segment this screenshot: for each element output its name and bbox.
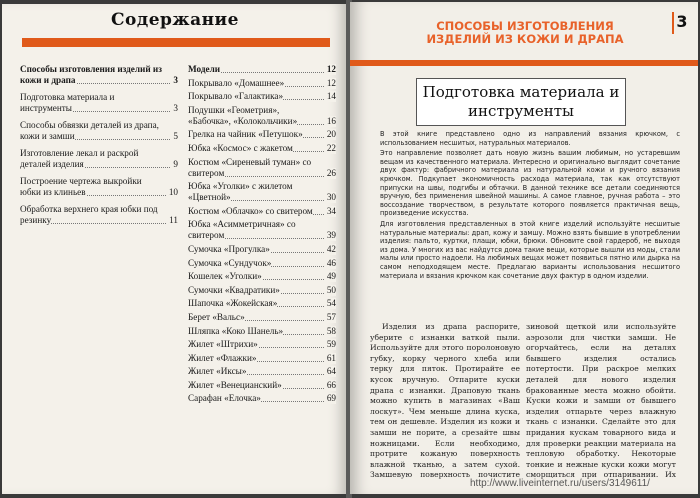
toc-entry-title: Способы обвязки деталей из драпа, кожи и замши xyxy=(20,120,159,141)
body-paragraph: Изделия из драпа распорите, уберите с изнанки ваткой пыли. Используйте для этого поролоновую губку, корку черного хлеба или терку для пяток. Протирайте ее кусок вручную. Отпарите куски драпа с изнанки. Драповую ткань можно купить в магазинах «Ваш лоскут». Чем меньше длина куска, тем он дешевле. Изделия из кожи и замши не порите, а срезайте швы ножницами. Если необходимо, протрите кожаную поверхность влажной тканью, а затем сухой. Замшевую поверхность почистите xyxy=(370,322,520,480)
toc-entry-page: 3 xyxy=(173,75,178,85)
orange-band xyxy=(350,60,698,66)
toc-entry-title: Юбка «Уголки» с жилетом «Цветной» xyxy=(188,181,293,203)
toc-entry-page: 69 xyxy=(326,393,336,404)
toc-entry xyxy=(188,339,336,350)
toc-entry-page: 30 xyxy=(326,192,336,203)
toc-entry-title: Сарафан «Елочка» xyxy=(188,393,261,404)
intro-text xyxy=(380,130,680,282)
toc-entry-title: Способы изготовления изделий из кожи и драпа xyxy=(20,64,162,85)
toc-entry-title: Сумочка «Прогулка» xyxy=(188,243,270,254)
toc-entry-title: Изготовление лекал и раскрой деталей изделия xyxy=(20,148,139,169)
toc-entry-title: Шапочка «Жокейская» xyxy=(188,298,278,309)
toc-entry-page: 11 xyxy=(169,215,178,225)
toc-entry-page: 12 xyxy=(326,64,336,74)
toc-entry xyxy=(188,366,336,377)
subsection-title: Подготовка материала и инструменты xyxy=(422,83,620,120)
toc-entry-page: 61 xyxy=(326,352,336,363)
toc-entry-title: Грелка на чайник «Петушок» xyxy=(188,129,303,140)
body-paragraph: зиновой щеткой или используйте аэрозоли для чистки замши. Не огорчайтесь, если на деталях бывшего изделия остались потертости. При раскрое мелких деталей для нового изделия бракованные места можно обойти. Куски кожи и замши от бывшего изделия отпарьте через влажную ткань с изнанки. Сделайте это для придания кускам товарного вида и для проверки реакции материала на тепловую обработку. Некоторые тонкие и нежные куски кожи могут сморщиться при отпаривании. Их xyxy=(526,322,676,480)
toc-entry-page: 49 xyxy=(326,271,336,282)
toc-entry-page: 20 xyxy=(326,129,336,140)
toc-entry-title: Жилет «Венецианский» xyxy=(188,379,282,390)
page-title: Содержание xyxy=(111,10,239,30)
toc-entry xyxy=(188,78,336,89)
toc-entry xyxy=(188,219,336,241)
toc-entry xyxy=(188,312,336,323)
toc-entry-page: 64 xyxy=(326,366,336,377)
toc-entry-title: Сумочка «Сундучок» xyxy=(188,257,272,268)
toc-entry-page: 26 xyxy=(326,167,336,178)
toc-entry-title: Покрывало «Домашнее» xyxy=(188,77,285,88)
toc-entry-page: 39 xyxy=(326,230,336,241)
toc-entry-page: 58 xyxy=(326,325,336,336)
toc-column-left xyxy=(20,64,178,232)
toc-entry-page: 34 xyxy=(326,205,336,216)
toc-entry-page: 22 xyxy=(326,142,336,153)
toc-entry-title: Кошелек «Уголки» xyxy=(188,271,262,282)
toc-entry-title: Берет «Вальс» xyxy=(188,311,245,322)
section-title: СПОСОБЫ ИЗГОТОВЛЕНИЯ ИЗДЕЛИЙ ИЗ КОЖИ И ДРАПА xyxy=(426,19,624,46)
toc-entry-title: Костюм «Облачко» со свитером xyxy=(188,205,313,216)
toc-entry-title: Жилет «Штрихи» xyxy=(188,339,258,350)
intro-paragraph: Для изготовления представленных в этой книге изделий используйте несшитые натуральные материалы: драп, кожу и замшу. Можно взять бывшие в употреблении изделия: пальто, куртки, плащи, юбки, брюки. Обновите свой гардероб, не выходя из дома. У многих из вас найдутся дома такие вещи, которые вышли из моды, стали малы или просто надоели. На любимых вещах может появиться пятно или дырка на самом неподходящем месте. Предлагаю варианты использования несшитого материала и вязания крючком как сочетание двух фактур в одном изделии. xyxy=(380,219,680,280)
toc-entry-title: Юбка «Космос» с жакетом xyxy=(188,142,293,153)
toc-entry xyxy=(188,326,336,337)
toc-entry xyxy=(20,176,178,198)
toc-entry xyxy=(188,206,336,217)
toc-entry-page: 12 xyxy=(326,77,336,88)
toc-entry-title: Покрывало «Галактика» xyxy=(188,91,284,102)
toc-entry xyxy=(188,157,336,179)
toc-entry xyxy=(188,271,336,282)
toc-entry-title: Обработка верхнего края юбки под резинку xyxy=(20,204,158,225)
intro-paragraph: В этой книге представлено одно из направлений вязания крючком, с использованием несшитых, натуральных материалов. xyxy=(380,130,680,147)
toc-entry-page: 3 xyxy=(173,103,178,113)
toc-entry xyxy=(188,380,336,391)
toc-entry-page: 50 xyxy=(326,284,336,295)
toc-entry xyxy=(188,143,336,154)
toc-entry-page: 10 xyxy=(168,187,178,197)
toc-entry-title: Жилет «Иксы» xyxy=(188,366,247,377)
toc-entry xyxy=(188,181,336,203)
toc-entry-title: Шляпка «Коко Шанель» xyxy=(188,325,284,336)
toc-entry-title: Юбка «Асимметричная» со свитером xyxy=(188,219,296,241)
toc-entry xyxy=(20,148,178,170)
toc-entry xyxy=(188,393,336,404)
toc-entry xyxy=(188,244,336,255)
toc-entry xyxy=(20,120,178,142)
toc-entry xyxy=(188,91,336,102)
toc-entry-title: Костюм «Сиреневый туман» со свитером xyxy=(188,156,312,178)
toc-entry-page: 9 xyxy=(173,159,178,169)
toc-entry xyxy=(20,64,178,86)
toc-entry-page: 59 xyxy=(326,339,336,350)
toc-entry xyxy=(20,204,178,226)
toc-entry xyxy=(188,353,336,364)
contents-page xyxy=(2,4,348,494)
toc-entry-title: Подготовка материала и инструменты xyxy=(20,92,115,113)
watermark-url[interactable]: http://www.liveinternet.ru/users/3149611/ xyxy=(470,478,650,489)
toc-entry-page: 14 xyxy=(326,91,336,102)
toc-entry xyxy=(188,105,336,127)
page-number: 3 xyxy=(672,12,690,34)
intro-paragraph: Это направление позволяет дать новую жизнь вашим любимым, но устаревшим вещам из качественного материала. Интересно и оригинально выглядит сочетание двух фактур: фабричного материала из натуральной кожи и ручного вязания крючком. Подкупает экономичность расхода материала, так как отсутствуют припуски на швы, подгибы и обтачки. В данной технике все детали соединяются вручную, без применения швейной машины. А самое главное, ручная работа – это воссоздание творчеством, в результате которого появляется практичная вещь, произведение искусства. xyxy=(380,149,680,218)
toc-entry xyxy=(188,298,336,309)
orange-title-rule xyxy=(22,38,330,47)
body-column-2 xyxy=(526,322,676,480)
toc-entry-title: Модели xyxy=(188,64,221,74)
toc-entry-title: Жилет «Флажки» xyxy=(188,352,257,363)
toc-entry-page: 54 xyxy=(326,298,336,309)
toc-entry-title: Подушки «Геометрия», «Бабочка», «Колокольчики» xyxy=(188,104,298,126)
toc-entry xyxy=(20,92,178,114)
toc-entry xyxy=(188,285,336,296)
toc-entry-page: 5 xyxy=(173,131,178,141)
toc-entry-page: 42 xyxy=(326,243,336,254)
body-column-1 xyxy=(370,322,520,480)
toc-column-right xyxy=(188,64,336,407)
toc-entry xyxy=(188,258,336,269)
toc-entry-page: 16 xyxy=(326,115,336,126)
subsection-box xyxy=(416,78,626,126)
toc-entry-page: 66 xyxy=(326,379,336,390)
article-page xyxy=(350,2,698,494)
toc-entry-page: 57 xyxy=(326,311,336,322)
toc-entry-title: Сумочки «Квадратики» xyxy=(188,284,280,295)
toc-entry-page: 46 xyxy=(326,257,336,268)
toc-entry xyxy=(188,129,336,140)
toc-entry xyxy=(188,64,336,75)
toc-entry-title: Построение чертежа выкройки юбки из клиньев xyxy=(20,176,142,197)
